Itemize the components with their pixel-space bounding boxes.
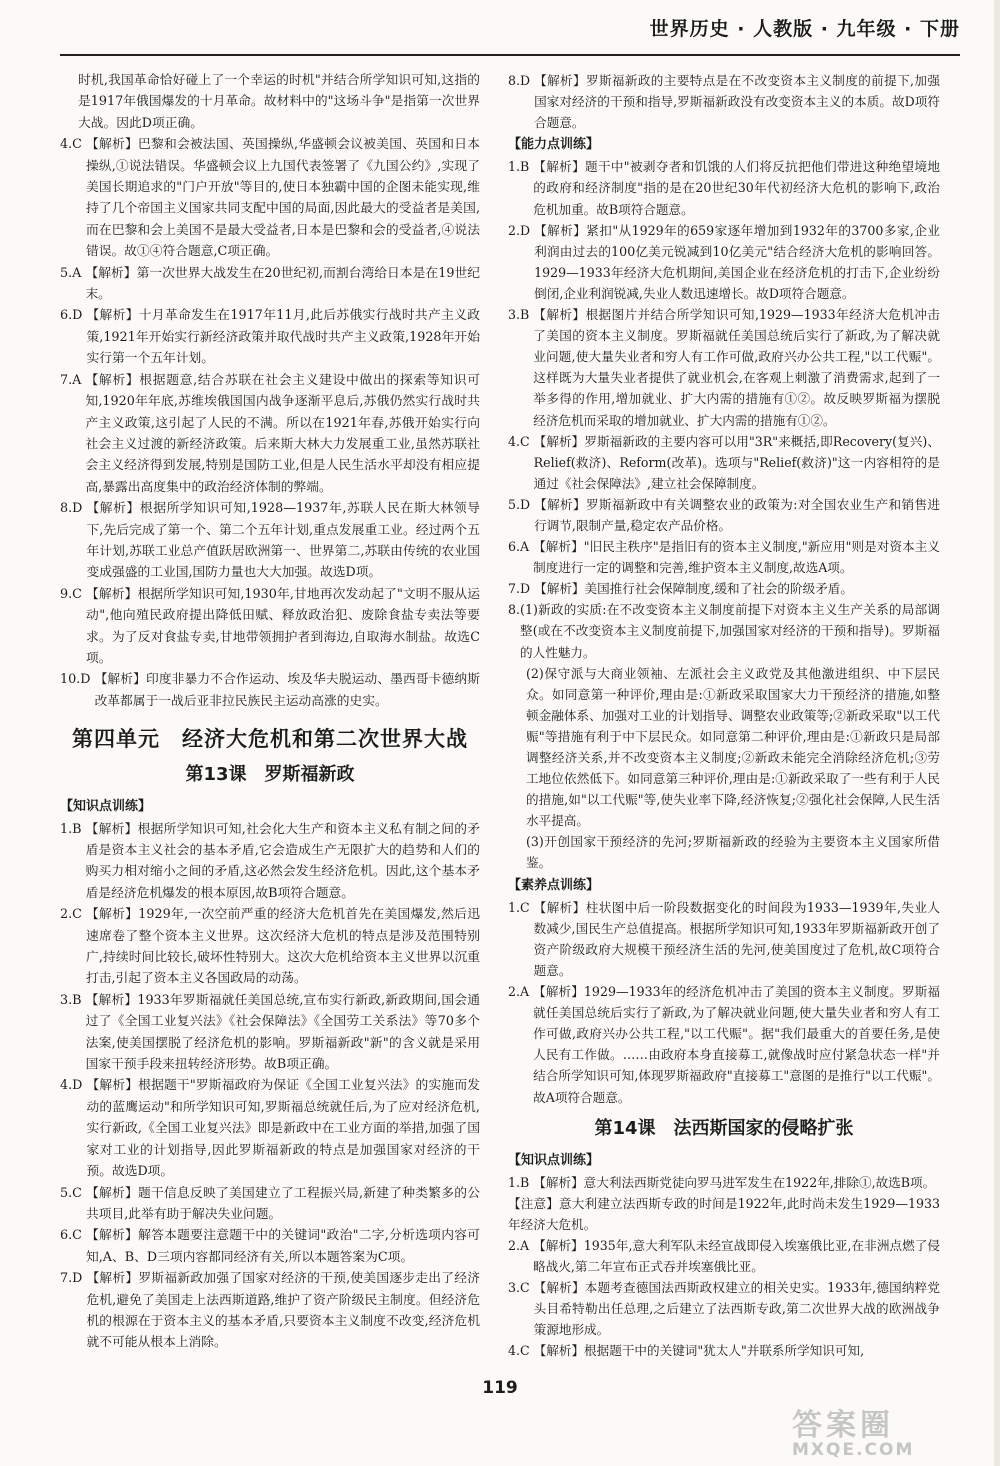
answer-explanation: 【解析】1929年,一次空前严重的经济大危机首先在美国爆发,然后迅速席卷了整个资本主义世界。这次经济大危机的特点是涉及范围特别广,持续时间比较长,破坏性特别大。这次大危机给资本主义世界以沉重打击,引起了资本主义各国政局的动荡。: [85, 907, 480, 987]
answer-item: [508, 156, 940, 219]
watermark-url: MXQE.COM: [792, 1440, 915, 1460]
answer-number: 8.D: [60, 501, 87, 517]
answer-explanation: 【解析】美国推行社会保障制度,缓和了社会的阶级矛盾。: [534, 581, 853, 597]
answer-item: [508, 220, 940, 304]
answer-item: [508, 981, 940, 1108]
watermark-text: 答案圈: [792, 1408, 894, 1443]
answer-explanation: 【解析】罗斯福新政加强了国家对经济的干预,使美国逐步走出了经济危机,避免了美国走上法西斯道路,维护了资产阶级民主制度。但经济危机的根源在于资本主义的基本矛盾,只要资本主义制度不改变,经济危机就不可能从根本上消除。: [86, 1271, 480, 1351]
watermark-logo: [792, 1400, 982, 1460]
answer-number: 6.D: [60, 308, 87, 324]
answer-number: 3.B: [508, 307, 534, 323]
unit-title: 第四单元 经济大危机和第二次世界大战: [72, 727, 468, 752]
note-paragraph: 【注意】意大利建立法西斯专政的时间是1922年,此时尚未发生1929—1933年经济大危机。: [508, 1195, 940, 1232]
answer-item: [60, 669, 480, 712]
answer-item: [60, 134, 480, 262]
answer-explanation: 【解析】根据题干"罗斯福政府为保证《全国工业复兴法》的实施而发动的蓝鹰运动"和所学知识可知,罗斯福总统就任后,为了应对经济危机,实行新政,《全国工业复兴法》即是新政中在工业方面的举措,加强了国家对工业的计划指导,因此罗斯福新政的特点是加强国家对经济的干预。故选D项。: [86, 1078, 480, 1180]
section-heading: 【知识点训练】: [60, 799, 152, 815]
answer-number: 5.D: [508, 496, 535, 512]
lesson-title: 第13课 罗斯福新政: [185, 764, 355, 786]
answer-item: [60, 370, 480, 498]
answer-explanation: 【解析】根据所学知识可知,1928—1937年,苏联人民在斯大林领导下,先后完成了第一个、第二个五年计划,重点发展重工业。经过两个五年计划,苏联工业总产值跃居欧洲第一、世界第二,苏联由传统的农业国变成强盛的工业国,国防力量也大大加强。故选D项。: [86, 501, 480, 581]
answer-item: [60, 990, 480, 1076]
paragraph: (2)保守派与大商业领袖、左派社会主义政党及其他激进组织、中下层民众。如同意第一种评价,理由是:①新政采取国家大力干预经济的措施,如整顿金融体系、加强对工业的计划指导、调整农业政策等;②新政采取"以工代赈"等措施有利于中下层民众。如同意第二种评价,理由是:①新政只是局部调整经济关系,并不改变资本主义制度;②新政未能完全消除经济危机;③劳工地位依然低下。如同意第三种评价,理由是:①新政采取了一些有利于人民的措施,如"以工代赈"等,使失业率下降,经济恢复;②强化社会保障,人民生活水平提高。: [526, 665, 940, 829]
answer-explanation: 【解析】十月革命发生在1917年11月,此后苏俄实行战时共产主义政策,1921年开始实行新经济政策并取代战时共产主义政策,1928年开始实行第一个五年计划。: [86, 308, 480, 367]
section-heading: 【素养点训练】: [508, 877, 600, 893]
answer-explanation: (1)新政的实质:在不改变资本主义制度前提下对资本主义生产关系的局部调整(或在不改变资本主义制度前提下,加强国家对经济的干预和指导)。罗斯福的人性魅力。: [520, 602, 940, 660]
answer-item: [60, 1075, 480, 1182]
page-header: [0, 0, 1000, 70]
page-number: 119: [482, 1378, 518, 1398]
section-heading: 【知识点训练】: [508, 1152, 600, 1168]
answer-explanation: 【解析】第一次世界大战发生在20世纪初,而割台湾给日本是在19世纪末。: [85, 265, 480, 303]
answer-item: [508, 494, 940, 536]
answer-number: 8.: [508, 602, 521, 618]
answer-number: 4.D: [60, 1078, 87, 1094]
answer-number: 8.D: [508, 73, 535, 88]
answer-number: 4.C: [508, 433, 534, 449]
answer-number: 2.A: [508, 984, 534, 1000]
answer-item: [508, 431, 940, 494]
answer-item: [508, 536, 940, 578]
answer-number: 7.D: [508, 581, 535, 597]
answer-item: [60, 1225, 480, 1268]
answer-item: [60, 904, 480, 990]
answer-item: [508, 1340, 940, 1361]
answer-number: 1.B: [508, 159, 534, 175]
answer-explanation: 【解析】1935年,意大利军队未经宣战即侵入埃塞俄比亚,在非洲点燃了侵略战火,第二年宣布正式吞并埃塞俄比亚。: [533, 1237, 940, 1275]
answer-number: 1.B: [508, 1174, 534, 1190]
answer-explanation: 【解析】根据题干中的关键词"犹太人"并联系所学知识可知,: [533, 1343, 865, 1359]
lesson-title: 第14课 法西斯国家的侵略扩张: [594, 1117, 854, 1139]
header-rule: [60, 54, 960, 56]
answer-explanation: 【解析】根据题意,结合苏联在社会主义建设中做出的探索等知识可知,1920年年底,苏维埃俄国国内战争逐渐平息后,苏俄仍然实行战时共产主义政策,这引起了人民的不满。所以在1921年春,苏俄开始实行向社会主义过渡的新经济政策。后来斯大林大力发展重工业,虽然苏联社会主义经济得到发展,特别是国防工业,但是人民生活水平却没有相应提高,暴露出高度集中的政治经济体制的弊端。: [85, 372, 480, 495]
answer-number: 4.C: [508, 1343, 534, 1359]
answer-item: [508, 599, 940, 662]
answer-item: [60, 1183, 480, 1226]
answer-explanation: 【解析】题干中"被剥夺者和饥饿的人们将反抗把他们带进这种绝望境地的政府和经济制度"指的是在20世纪30年代初经济大危机的影响下,政治危机加重。故B项符合题意。: [533, 159, 940, 217]
answer-explanation: 【解析】根据所学知识可知,1930年,甘地再次发动起了"文明不服从运动",他向殖民政府提出降低田赋、释放政治犯、废除食盐专卖法等要求。为了反对食盐专卖,甘地带领拥护者到海边,自取海水制盐。故选C项。: [85, 586, 480, 666]
answer-explanation: 【解析】印度非暴力不合作运动、埃及华夫脱运动、墨西哥卡德纳斯改革都属于一战后亚非拉民族民主运动高涨的史实。: [94, 672, 480, 709]
answer-explanation: 【解析】1933年罗斯福就任美国总统,宣布实行新政,新政期间,国会通过了《全国工业复兴法》《社会保障法》《全国劳工关系法》等70多个法案,使美国摆脱了经济危机的影响。罗斯福新政"新"的含义就是采用国家干预手段来扭转经济形势。故B项正确。: [85, 992, 480, 1073]
section-heading: 【能力点训练】: [508, 137, 600, 153]
answer-number: 9.C: [60, 586, 86, 602]
answer-number: 3.C: [508, 1280, 534, 1296]
answer-item: [508, 897, 940, 981]
answer-item: [508, 1235, 940, 1277]
answer-number: 5.A: [60, 265, 86, 281]
answer-explanation: 【解析】题干信息反映了美国建立了工程振兴局,新建了种类繁多的公共项目,此举有助于解决失业问题。: [85, 1185, 480, 1222]
answer-item: [60, 498, 480, 584]
answer-number: 2.A: [508, 1237, 534, 1253]
answer-number: 2.C: [60, 907, 86, 923]
answer-item: [508, 1277, 940, 1340]
answer-explanation: 【解析】柱状图中后一阶段数据变化的时间段为1933—1939年,失业人数减少,国民生产总值提高。根据所学知识可知,1933年罗斯福新政开创了资产阶级政府大规模干预经济生活的先河,使美国度过了危机,故C项符合题意。: [533, 899, 940, 978]
answer-item: [508, 578, 940, 599]
answer-explanation: 【解析】1929—1933年的经济危机冲击了美国的资本主义制度。罗斯福就任美国总统后实行了新政,为了解决就业问题,使大量失业者和穷人有工作可做,政府兴办公共工程,"以工代赈"。据"我们最重大的首要任务,是使人民有工作做。……由政府本身直接募工,就像战时应付紧急状态一样"并结合所学知识可知,体现罗斯福政府"直接募工"意图的是推行"以工代赈"。故A项符合题意。: [533, 984, 940, 1105]
running-title: 世界历史 · 人教版 · 九年级 · 下册: [649, 18, 960, 40]
answer-explanation: 【解析】罗斯福新政的主要内容可以用"3R"来概括,即Recovery(复兴)、Relief(救济)、Reform(改革)。选项与"Relief(救济)"这一内容相符的是通过《社会保障法》,建立社会保障制度。: [533, 433, 940, 491]
answer-number: 6.A: [508, 539, 534, 555]
page-edge: [994, 0, 1000, 1466]
paragraph: 时机,我国革命恰好碰上了一个幸运的时机"并结合所学知识可知,这指的是1917年俄国爆发的十月革命。故材料中的"这场斗争"是指第一次世界大战。因此D项正确。: [78, 73, 480, 131]
right-column: [508, 70, 940, 1362]
answer-item: [60, 263, 480, 306]
answer-explanation: 【解析】罗斯福新政中有关调整农业的政策为:对全国农业生产和销售进行调节,限制产量,稳定农产品价格。: [534, 496, 940, 533]
answer-item: [60, 1268, 480, 1354]
answer-explanation: 【解析】紧扣"从1929年的659家逐年增加到1932年的3700多家,企业利润由过去的100亿美元锐减到10亿美元"结合经济大危机的影响回答。1929—1933年经济大危机期间,美国企业在经济危机的打击下,企业纷纷倒闭,企业利润锐减,失业人数迅速增长。故D项符合题意。: [534, 222, 940, 301]
answer-number: 4.C: [60, 137, 86, 153]
answer-number: 3.B: [60, 992, 86, 1008]
answer-number: 7.D: [60, 1271, 87, 1287]
answer-item: [508, 1172, 940, 1193]
answer-number: 2.D: [508, 222, 535, 238]
answer-explanation: 【解析】本题考查德国法西斯政权建立的相关史实。1933年,德国纳粹党头目希特勒出任总理,之后建立了法西斯专政,第二次世界大战的欧洲战争策源地形成。: [533, 1280, 940, 1338]
answer-number: 6.C: [60, 1228, 86, 1244]
answer-number: 1.B: [60, 821, 86, 837]
answer-number: 5.C: [60, 1185, 86, 1201]
paragraph: (3)开创国家干预经济的先河;罗斯福新政的经验为主要资本主义国家所借鉴。: [526, 834, 940, 871]
answer-item: [508, 304, 940, 431]
answer-explanation: 【解析】罗斯福新政的主要特点是在不改变资本主义制度的前提下,加强国家对经济的干预和指导,罗斯福新政没有改变资本主义的本质。故D项符合题意。: [534, 73, 940, 131]
answer-number: 1.C: [508, 899, 534, 915]
answer-item: [60, 819, 480, 905]
answer-number: 10.D: [60, 672, 95, 688]
answer-explanation: 【解析】解答本题要注意题干中的关键词"政治"二字,分析选项内容可知,A、B、D三项内容都同经济有关,所以本题答案为C项。: [85, 1228, 480, 1265]
answer-explanation: 【解析】巴黎和会被法国、英国操纵,华盛顿会议被美国、英国和日本操纵,①说法错误。华盛顿会议上九国代表签署了《九国公约》,实现了美国长期追求的"门户开放"等目的,使日本独霸中国的企图未能实现,维持了几个帝国主义国家共同支配中国的局面,因此最大的受益者是美国,而在巴黎和会上美国不是最大受益者,日本是巴黎和会的受益者,④说法错误。故①④符合题意,C项正确。: [85, 137, 480, 260]
answer-explanation: 【解析】根据所学知识可知,社会化大生产和资本主义私有制之间的矛盾是资本主义社会的基本矛盾,它会造成生产无限扩大的趋势和人们的购买力相对缩小之间的矛盾,这必然会发生经济危机。因此,这个基本矛盾是经济危机爆发的根本原因,故B项符合题意。: [85, 821, 480, 901]
answer-item: [60, 584, 480, 670]
left-column: [60, 70, 480, 1354]
answer-explanation: 【解析】"旧民主秩序"是指旧有的资本主义制度,"新应用"则是对资本主义制度进行一定的调整和完善,维护资本主义制度,故选A项。: [533, 539, 940, 576]
answer-item: [60, 305, 480, 369]
answer-explanation: 【解析】根据图片并结合所学知识可知,1929—1933年经济大危机冲击了美国的资本主义制度。罗斯福就任美国总统后实行了新政,为了解决就业问题,使大量失业者和穷人有工作可做,政府兴办公共工程,"以工代赈"。这样既为大量失业者提供了就业机会,在客观上刺激了消费需求,起到了一举多得的作用,增加就业、扩大内需的措施有①②。故反映罗斯福为摆脱经济危机而采取的增加就业、扩大内需的措施有①②。: [533, 307, 940, 428]
answer-number: 7.A: [60, 372, 86, 388]
answer-explanation: 【解析】意大利法西斯党徒向罗马进军发生在1922年,排除①,故选B项。: [533, 1174, 936, 1190]
answer-item: [508, 70, 940, 133]
